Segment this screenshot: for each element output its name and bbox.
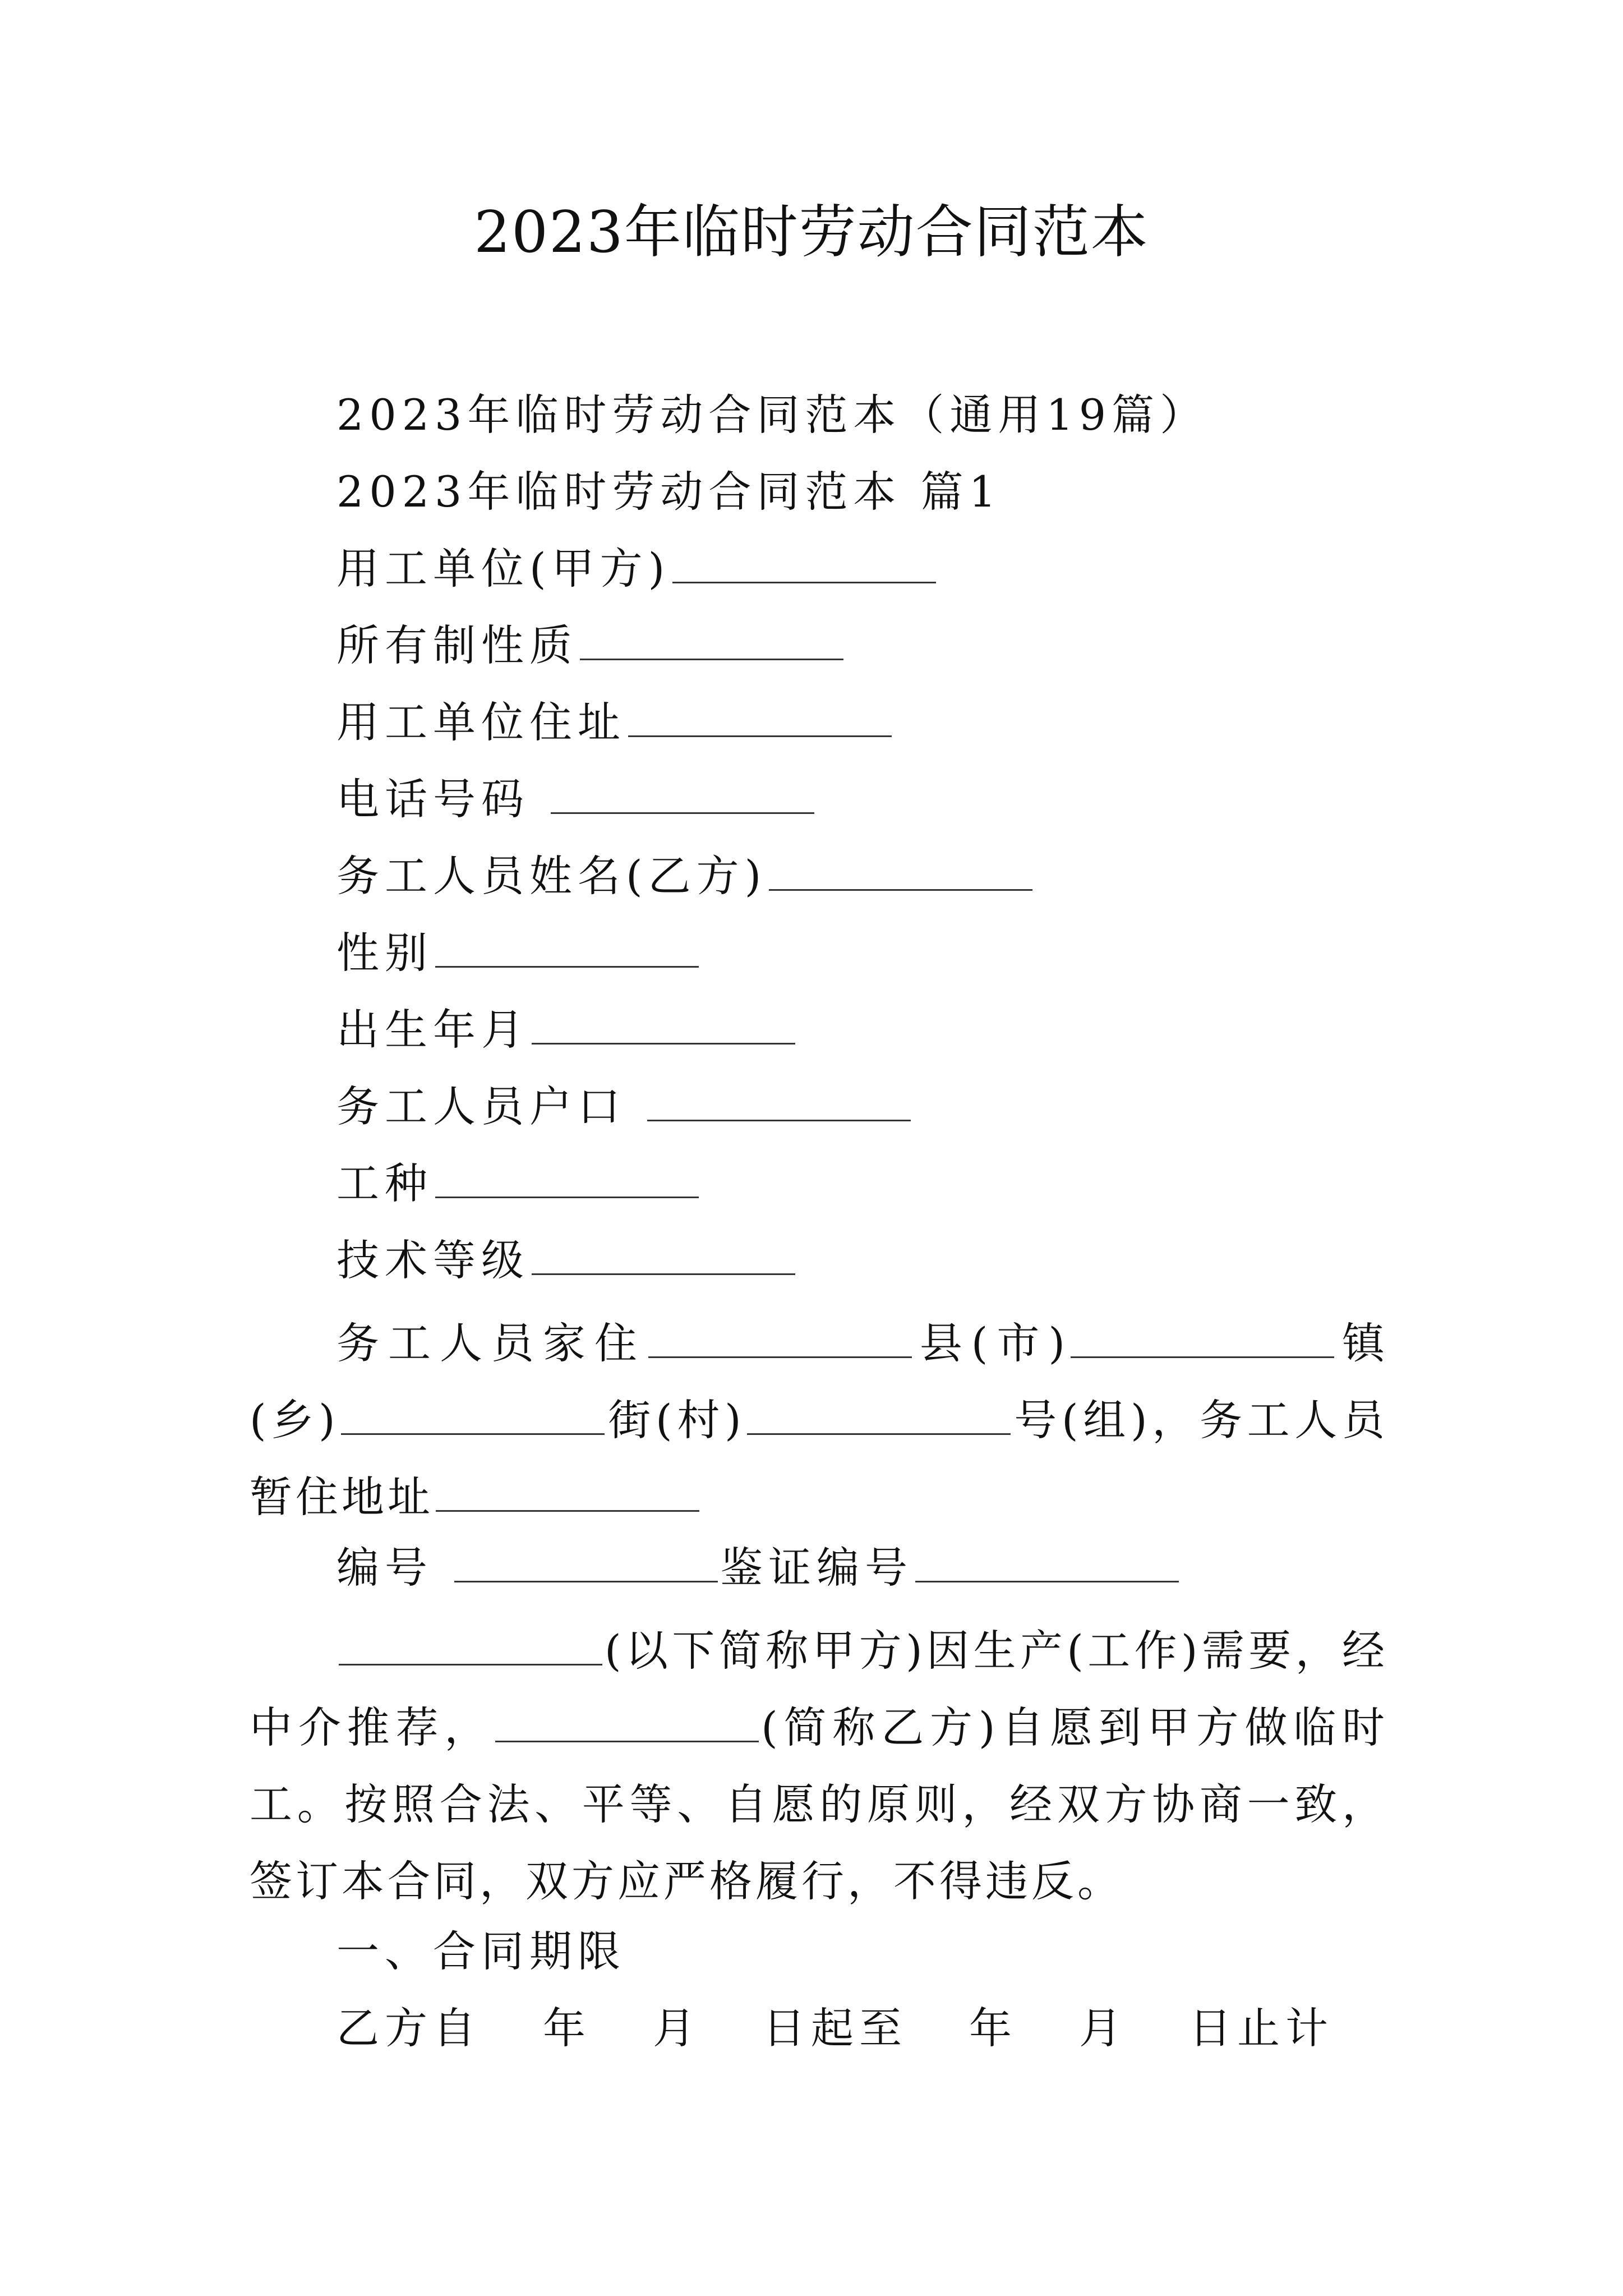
term-heading: 一、合同期限 (336, 1926, 626, 1976)
preamble-part2: (简称乙方)自愿到甲方做临时工。按照合法、平等、自愿的原则，经双方协商一致，签订本合同，双方应严格履行，不得违反。 (250, 1703, 1389, 1906)
birth-field (336, 999, 797, 1061)
party-a-blank (339, 1621, 602, 1665)
gender-blank (435, 923, 699, 968)
number-id-label: 编号 (336, 1543, 433, 1593)
county-blank (648, 1314, 912, 1358)
term-year1: 年 (543, 2003, 591, 2053)
gender-field (336, 922, 701, 984)
tech-level-field (336, 1230, 797, 1291)
street-label: 街(村) (606, 1395, 745, 1445)
document-title: 2023年临时劳动合同范本 (474, 199, 1149, 266)
household-field (336, 1076, 913, 1138)
ownership-blank (580, 616, 843, 660)
employer-address-field (336, 692, 894, 753)
term-month1: 月 (653, 2003, 701, 2053)
phone-label: 电话号码 (336, 774, 529, 824)
preamble-part1: (以下简称甲方)因生产(工作)需要，经中介推荐， (250, 1626, 1388, 1752)
preamble-paragraph (250, 1612, 1388, 1920)
employer-label: 用工单位(甲方) (336, 544, 671, 593)
street-blank (341, 1391, 605, 1435)
employer-address-label: 用工单位住址 (336, 697, 626, 747)
job-type-label: 工种 (336, 1158, 433, 1208)
term-year2: 年 (969, 2003, 1017, 2053)
worker-name-field (336, 845, 1035, 907)
home-address-paragraph (250, 1305, 1388, 1535)
number-label: 号(组)，务工人员暂住地址 (250, 1395, 1388, 1522)
employer-blank (672, 539, 936, 583)
employer-address-blank (628, 693, 892, 737)
term-line (336, 1998, 1334, 2059)
household-blank (647, 1077, 911, 1121)
tech-level-label: 技术等级 (336, 1235, 529, 1285)
worker-name-label: 务工人员姓名(乙方) (336, 851, 767, 901)
employer-field (336, 538, 938, 600)
birth-label: 出生年月 (336, 1005, 529, 1055)
town-blank (1071, 1314, 1334, 1358)
birth-blank (532, 1000, 795, 1045)
tech-level-blank (532, 1231, 795, 1275)
term-month2: 月 (1079, 2003, 1127, 2053)
term-day-start: 日起至 (763, 2003, 907, 2053)
worker-name-blank (769, 846, 1032, 891)
party-b-blank (495, 1698, 759, 1742)
town-label: 镇(乡) (250, 1318, 1389, 1445)
cert-number-label: 鉴证编号 (720, 1543, 914, 1593)
document-subtitle: 2023年临时劳动合同范本（通用19篇） (336, 390, 1209, 440)
term-from: 乙方自 (336, 2003, 481, 2053)
phone-field (336, 769, 817, 830)
temp-address-blank (436, 1467, 699, 1512)
ownership-label: 所有制性质 (336, 620, 578, 670)
job-type-blank (435, 1154, 699, 1198)
phone-blank (551, 770, 814, 814)
section-heading: 2023年临时劳动合同范本 篇1 (336, 467, 1002, 517)
gender-label: 性别 (336, 928, 433, 978)
household-label: 务工人员户口 (336, 1082, 626, 1131)
number-id-blank (454, 1538, 718, 1582)
ownership-field (336, 615, 846, 677)
job-type-field (336, 1153, 701, 1214)
ids-field (336, 1537, 1181, 1599)
number-blank (747, 1391, 1011, 1435)
term-day-end: 日止计 (1189, 2003, 1334, 2053)
home-address-prefix: 务工人员家住 (336, 1318, 646, 1368)
cert-number-blank (915, 1538, 1179, 1582)
county-label: 县(市) (914, 1318, 1069, 1368)
